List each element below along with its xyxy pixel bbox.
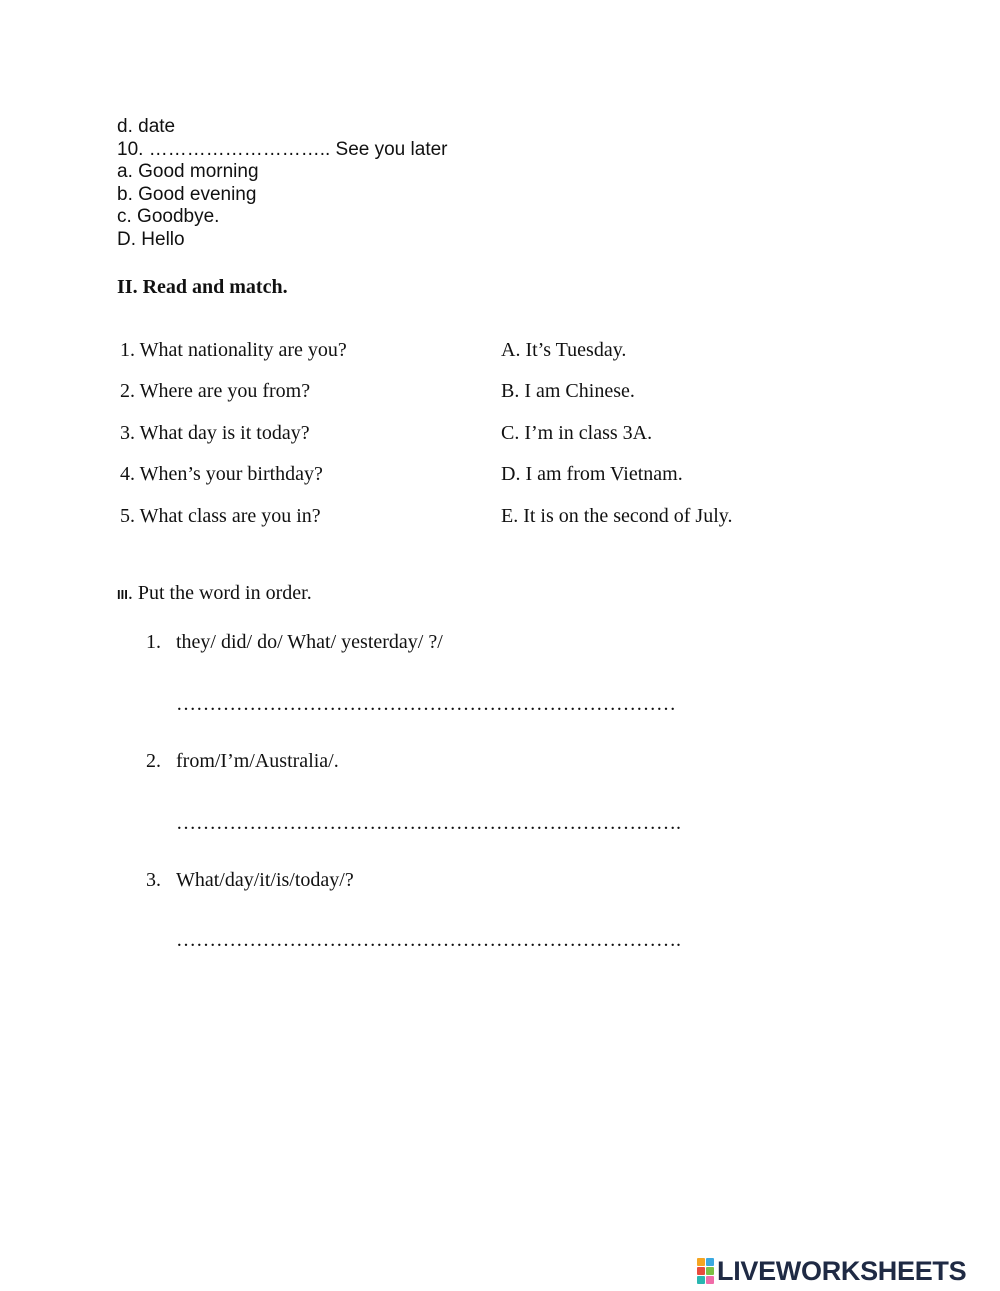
logo-block <box>706 1267 714 1275</box>
option-c: c. Goodbye. <box>117 206 220 228</box>
match-answer[interactable]: A. It’s Tuesday. <box>501 339 627 361</box>
option-d-date: d. date <box>117 116 176 137</box>
logo-block <box>697 1267 705 1275</box>
logo-block <box>706 1276 714 1284</box>
logo-wordmark: LIVEWORKSHEETS <box>717 1255 967 1286</box>
liveworksheets-logo <box>697 1256 966 1286</box>
match-answer[interactable]: E. It is on the second of July. <box>501 505 733 527</box>
match-row <box>0 339 1000 363</box>
match-answer[interactable]: C. I’m in class 3A. <box>501 422 653 444</box>
order-item-words: they/ did/ do/ What/ yesterday/ ?/ <box>176 631 443 653</box>
answer-line[interactable]: ………………………………………………………………… <box>176 693 676 715</box>
order-item-words: What/day/it/is/today/? <box>176 869 354 891</box>
match-answer[interactable]: B. I am Chinese. <box>501 380 635 402</box>
section-3-title-text: . Put the word in order. <box>127 582 312 604</box>
order-item <box>146 631 443 654</box>
mcq-tail <box>117 116 448 252</box>
match-row <box>0 463 1000 487</box>
order-item-number: 1. <box>146 631 161 653</box>
option-b: b. Good evening <box>117 183 257 205</box>
option-d-hello: D. Hello <box>117 228 185 250</box>
match-row <box>0 380 1000 404</box>
match-question[interactable]: 5. What class are you in? <box>120 505 321 527</box>
answer-line[interactable]: …………………………………………………………………. <box>176 812 681 834</box>
match-question[interactable]: 4. When’s your birthday? <box>120 463 323 485</box>
logo-block <box>706 1258 714 1266</box>
match-question[interactable]: 1. What nationality are you? <box>120 339 347 361</box>
match-row <box>0 422 1000 446</box>
answer-line[interactable]: …………………………………………………………………. <box>176 929 681 951</box>
order-item-words: from/I’m/Australia/. <box>176 750 339 772</box>
order-item <box>146 750 339 773</box>
section-2-title: II. Read and match. <box>117 276 288 298</box>
match-question[interactable]: 3. What day is it today? <box>120 422 310 444</box>
section-3-roman: III <box>117 587 128 602</box>
match-row <box>0 505 1000 529</box>
order-item-number: 2. <box>146 750 161 772</box>
logo-block <box>697 1276 705 1284</box>
order-item-number: 3. <box>146 869 161 891</box>
logo-blocks-icon <box>697 1258 714 1284</box>
order-item <box>146 869 354 892</box>
option-a: a. Good morning <box>117 161 259 183</box>
match-answer[interactable]: D. I am from Vietnam. <box>501 463 683 485</box>
section-3-title <box>117 582 312 605</box>
match-question[interactable]: 2. Where are you from? <box>120 380 311 402</box>
question-10: 10. ……………………….. See you later <box>117 138 448 160</box>
logo-block <box>697 1258 705 1266</box>
